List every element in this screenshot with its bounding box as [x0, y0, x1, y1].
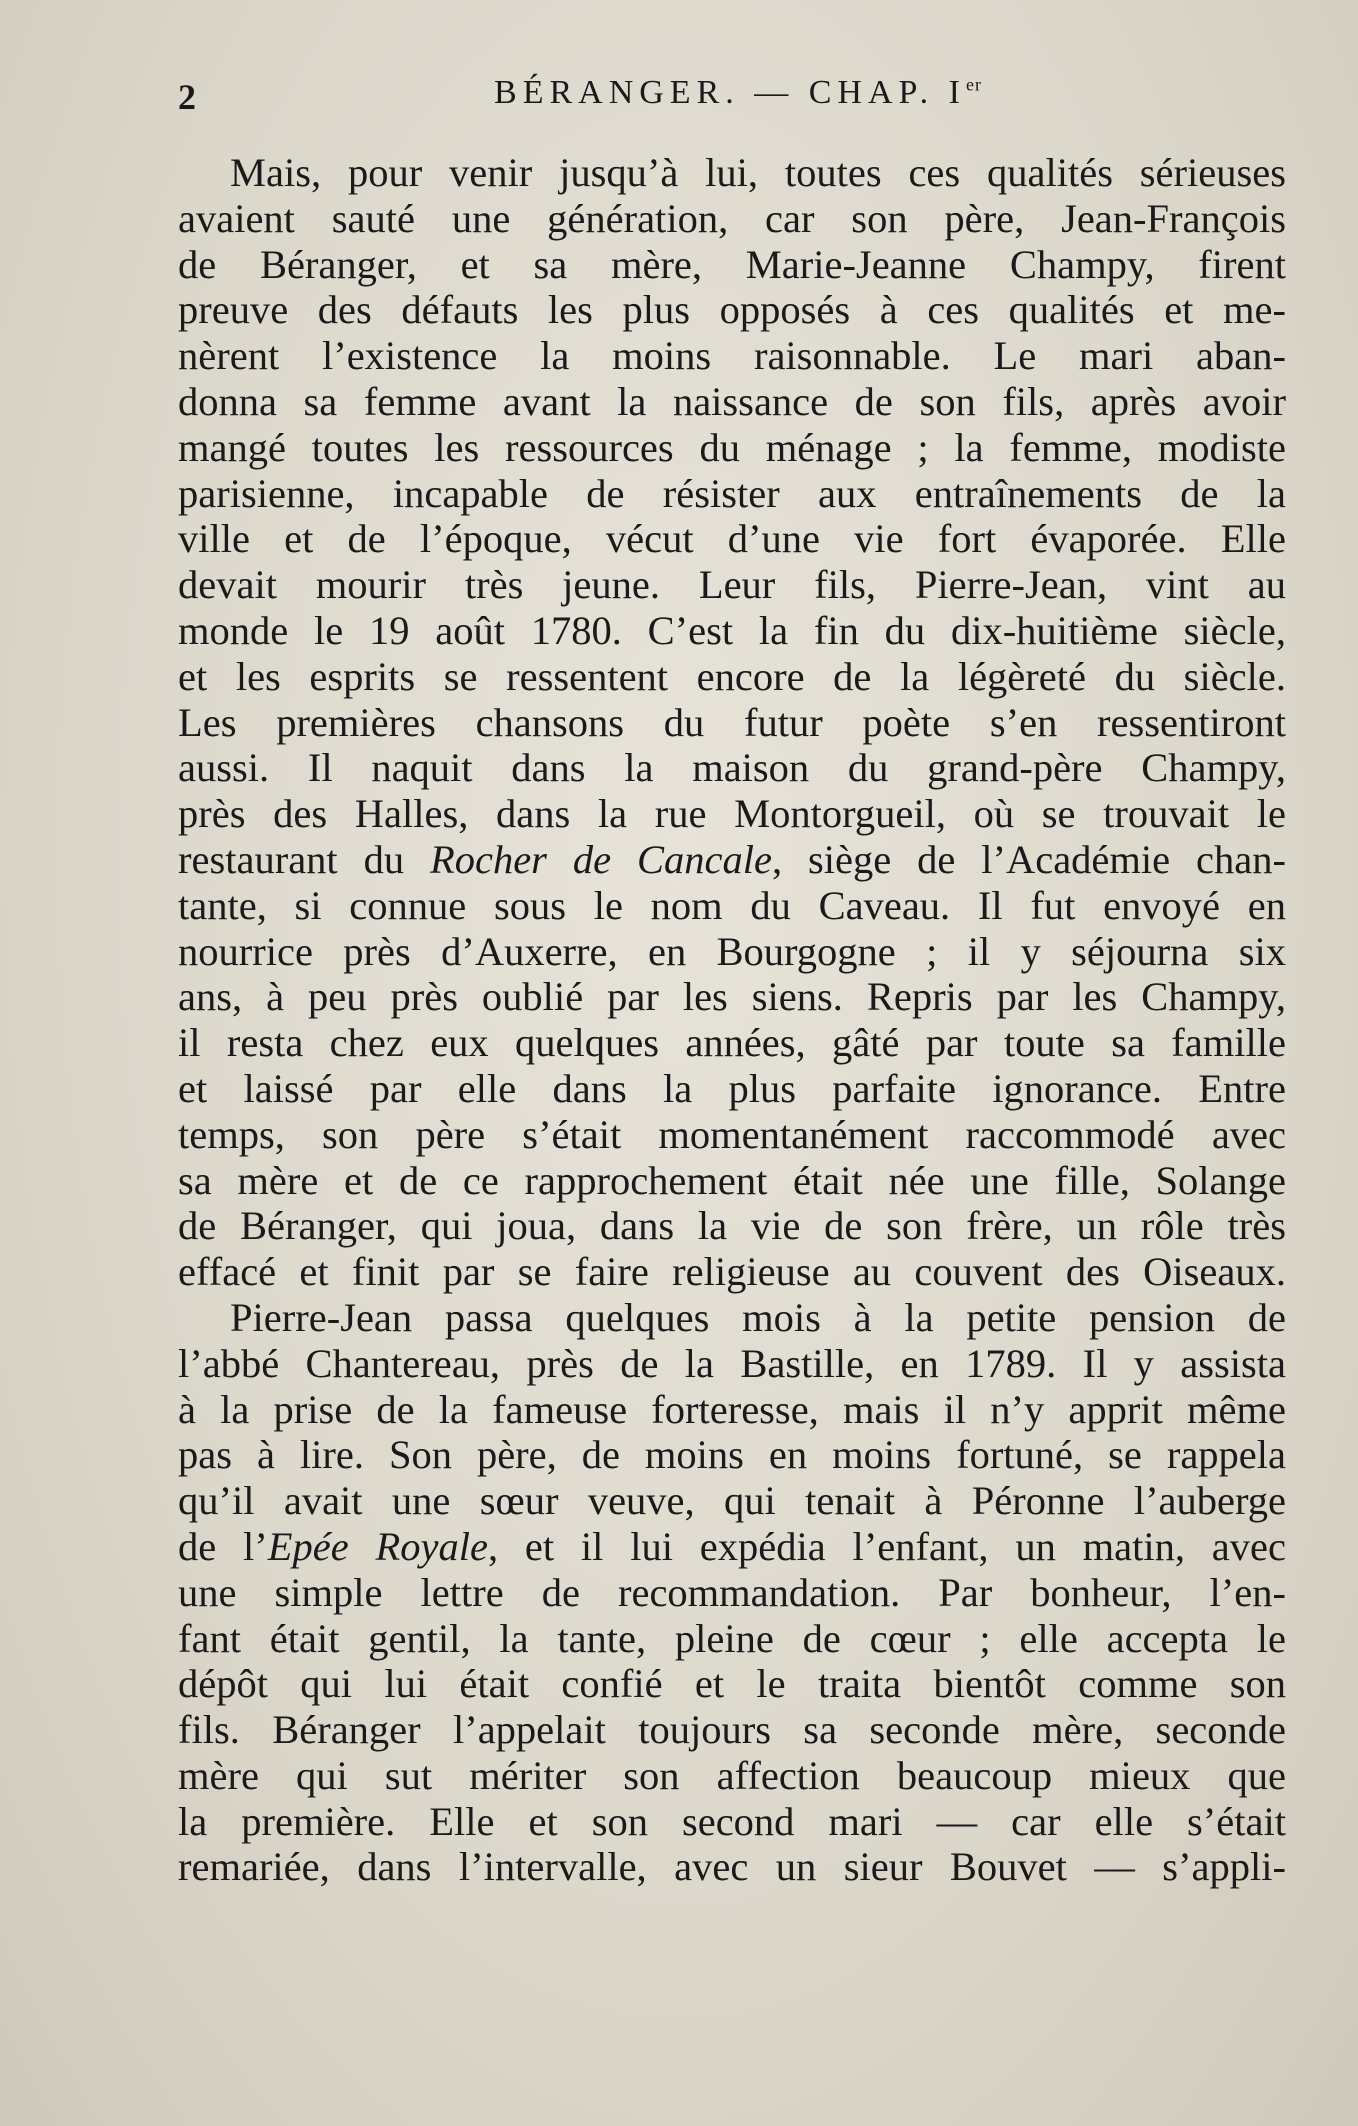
running-head-superscript: er: [966, 74, 982, 95]
text-line: tante, si connue sous le nom du Caveau. Il fut envoyé en: [178, 882, 1286, 928]
text-line: Pierre-Jean passa quelques mois à la petite pension de: [230, 1294, 1286, 1340]
text-line: la première. Elle et son second mari — car elle s’était: [178, 1798, 1286, 1844]
text-line: donna sa femme avant la naissance de son fils, après avoir: [178, 378, 1286, 424]
text-line: remariée, dans l’intervalle, avec un sieur Bouvet — s’appli-: [178, 1844, 1286, 1890]
text-line: Mais, pour venir jusqu’à lui, toutes ces qualités sérieuses: [230, 150, 1286, 195]
text-line: avaient sauté une génération, car son père, Jean-François: [178, 195, 1286, 241]
text-line: mère qui sut mériter son affection beaucoup mieux que: [178, 1752, 1286, 1798]
text-line: ans, à peu près oublié par les siens. Repris par les Champy,: [178, 974, 1286, 1020]
text-line: et les esprits se ressentent encore de la légèreté du siècle.: [178, 653, 1286, 699]
text-line: sa mère et de ce rapprochement était née une fille, Solange: [178, 1157, 1286, 1203]
text-line: fils. Béranger l’appelait toujours sa seconde mère, seconde: [178, 1707, 1286, 1753]
text-line: l’abbé Chantereau, près de la Bastille, en 1789. Il y assista: [178, 1340, 1286, 1386]
text-line-with-italic: [178, 1524, 1286, 1570]
text-line: fant était gentil, la tante, pleine de cœur ; elle accepta le: [178, 1615, 1286, 1661]
text-line: ville et de l’époque, vécut d’une vie fort évaporée. Elle: [178, 516, 1286, 562]
italic-title: Epée Royale: [267, 1523, 488, 1569]
text-line: aussi. Il naquit dans la maison du grand-père Champy,: [178, 745, 1286, 791]
text-line: et laissé par elle dans la plus parfaite ignorance. Entre: [178, 1065, 1286, 1111]
text-line-with-italic: [178, 837, 1286, 883]
text-fragment: , siège de l’Académie chan-: [771, 836, 1286, 882]
running-head: [178, 74, 1298, 112]
text-line: nèrent l’existence la moins raisonnable. Le mari aban-: [178, 333, 1286, 379]
text-line: mangé toutes les ressources du ménage ; la femme, modiste: [178, 424, 1286, 470]
page-number: 2: [178, 77, 196, 117]
text-line: dépôt qui lui était confié et le traita bientôt comme son: [178, 1661, 1286, 1707]
text-line: près des Halles, dans la rue Montorgueil, où se trouvait le: [178, 791, 1286, 837]
page-header: [178, 70, 1298, 120]
text-line: de Béranger, qui joua, dans la vie de son frère, un rôle très: [178, 1203, 1286, 1249]
paragraph-2: [178, 1295, 1286, 1890]
text-line: temps, son père s’était momentanément raccommodé avec: [178, 1111, 1286, 1157]
text-line: preuve des défauts les plus opposés à ces qualités et me-: [178, 287, 1286, 333]
text-fragment: de l’: [178, 1523, 268, 1569]
text-line: de Béranger, et sa mère, Marie-Jeanne Champy, firent: [178, 241, 1286, 287]
paragraph-1: [178, 150, 1286, 1295]
text-line: il resta chez eux quelques années, gâté par toute sa famille: [178, 1020, 1286, 1066]
text-line: pas à lire. Son père, de moins en moins fortuné, se rappela: [178, 1432, 1286, 1478]
text-line: qu’il avait une sœur veuve, qui tenait à Péronne l’auberge: [178, 1478, 1286, 1524]
text-line: parisienne, incapable de résister aux entraînements de la: [178, 470, 1286, 516]
text-line: monde le 19 août 1780. C’est la fin du dix-huitième siècle,: [178, 607, 1286, 653]
text-fragment: restaurant du: [178, 836, 430, 882]
running-head-text: BÉRANGER. — CHAP. I: [494, 74, 966, 111]
text-line: effacé et finit par se faire religieuse au couvent des Oiseaux.: [178, 1249, 1286, 1295]
text-fragment: , et il lui expédia l’enfant, un matin, avec: [487, 1523, 1286, 1569]
text-line: devait mourir très jeune. Leur fils, Pierre-Jean, vint au: [178, 562, 1286, 608]
text-line: Les premières chansons du futur poète s’en ressentiront: [178, 699, 1286, 745]
text-line: une simple lettre de recommandation. Par bonheur, l’en-: [178, 1569, 1286, 1615]
text-line: nourrice près d’Auxerre, en Bourgogne ; il y séjourna six: [178, 928, 1286, 974]
italic-title: Rocher de Cancale: [429, 836, 772, 882]
text-line: à la prise de la fameuse forteresse, mais il n’y apprit même: [178, 1386, 1286, 1432]
body-text: [178, 150, 1286, 1890]
